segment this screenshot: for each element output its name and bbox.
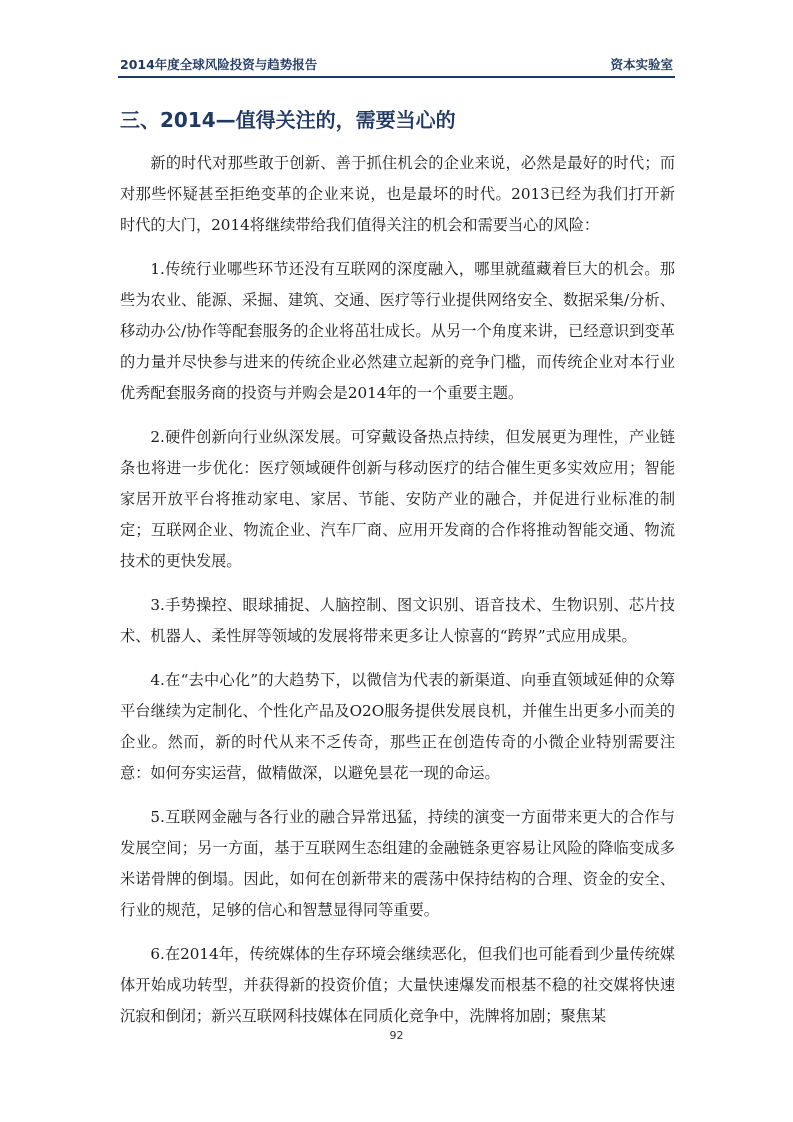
report-title: 2014年度全球风险投资与趋势报告 bbox=[120, 57, 318, 72]
page-header bbox=[118, 54, 675, 78]
page-number: 92 bbox=[389, 1029, 404, 1042]
list-item-5: 5.互联网金融与各行业的融合异常迅猛，持续的演变一方面带来更大的合作与发展空间；另一方面，基于互联网生态组建的金融链条更容易让风险的降临变成多米诺骨牌的倒塌。因此，如何在创新带来的震荡中保持结构的合理、资金的安全、行业的规范，足够的信心和智慧显得同等重要。 bbox=[120, 808, 675, 919]
list-item-6: 6.在2014年，传统媒体的生存环境会继续恶化，但我们也可能看到少量传统媒体开始成功转型，并获得新的投资价值；大量快速爆发而根基不稳的社交媒将快速沉寂和倒闭；新兴互联网科技媒体在同质化竞争中，洗牌将加剧；聚焦某 bbox=[120, 945, 675, 1025]
intro-paragraph: 新的时代对那些敢于创新、善于抓住机会的企业来说，必然是最好的时代；而对那些怀疑甚至拒绝变革的企业来说，也是最坏的时代。2013已经为我们打开新时代的大门，2014将继续带给我们值得关注的机会和需要当心的风险： bbox=[120, 154, 675, 234]
list-item-2: 2.硬件创新向行业纵深发展。可穿戴设备热点持续，但发展更为理性，产业链条也将进一步优化：医疗领域硬件创新与移动医疗的结合催生更多实效应用；智能家居开放平台将推动家电、家居、节能、安防产业的融合，并促进行业标准的制定；互联网企业、物流企业、汽车厂商、应用开发商的合作将推动智能交通、物流技术的更快发展。 bbox=[120, 428, 675, 570]
section-title: 三、2014—值得关注的，需要当心的 bbox=[120, 108, 456, 132]
list-item-3: 3.手势操控、眼球捕捉、人脑控制、图文识别、语音技术、生物识别、芯片技术、机器人、柔性屏等领域的发展将带来更多让人惊喜的“跨界”式应用成果。 bbox=[120, 596, 675, 645]
organization-name: 资本实验室 bbox=[610, 57, 673, 72]
list-item-4: 4.在“去中心化”的大趋势下，以微信为代表的新渠道、向垂直领域延伸的众筹平台继续为定制化、个性化产品及O2O服务提供发展良机，并催生出更多小而美的企业。然而，新的时代从来不乏传奇，那些正在创造传奇的小微企业特别需要注意：如何夯实运营，做精做深，以避免昙花一现的命运。 bbox=[120, 671, 675, 782]
body-text bbox=[120, 148, 675, 1045]
list-item-1: 1.传统行业哪些环节还没有互联网的深度融入，哪里就蕴藏着巨大的机会。那些为农业、能源、采掘、建筑、交通、医疗等行业提供网络安全、数据采集/分析、移动办公/协作等配套服务的企业将茁壮成长。从另一个角度来讲，已经意识到变革的力量并尽快参与进来的传统企业必然建立起新的竞争门槛，而传统企业对本行业优秀配套服务商的投资与并购会是2014年的一个重要主题。 bbox=[120, 260, 675, 402]
